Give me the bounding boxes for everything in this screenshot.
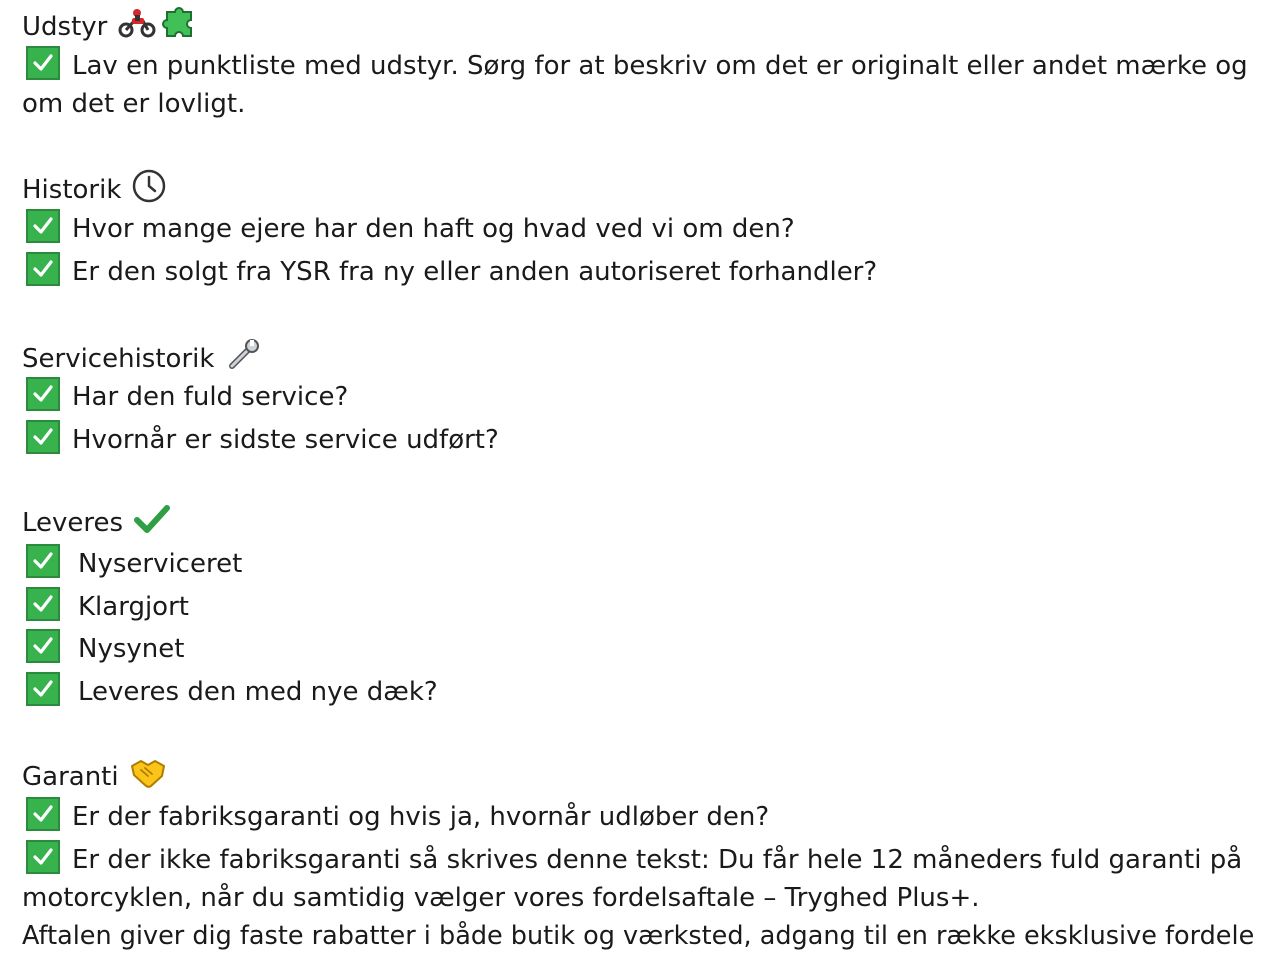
puzzle-piece-icon [161, 6, 197, 48]
check-mark-icon [133, 503, 171, 543]
section-title-garanti [22, 756, 171, 798]
list-item-text: Er der fabriksgaranti og hvis ja, hvornår udløber den? [72, 802, 770, 832]
list-item-text: Nysynet [78, 634, 185, 664]
section-title-servicehistorik [22, 336, 266, 382]
checkbox[interactable] [26, 377, 60, 411]
section-title-text: Garanti [22, 762, 119, 792]
checkbox[interactable] [26, 544, 60, 578]
list-item [22, 420, 1262, 459]
list-item-continuation: Aftalen giver dig faste rabatter i både butik og værksted, adgang til en række eksklusive fordele [22, 921, 1255, 951]
checkbox[interactable] [26, 209, 60, 243]
list-item-continuation: om det er lovligt. [22, 89, 246, 119]
list-item-text: Nyserviceret [78, 549, 243, 579]
list-item [22, 544, 1262, 583]
checkbox[interactable] [26, 629, 60, 663]
section-title-text: Historik [22, 175, 122, 205]
checkbox[interactable] [26, 252, 60, 286]
section-title-leveres [22, 503, 175, 543]
checkbox[interactable] [26, 587, 60, 621]
list-item-text: Hvornår er sidste service udført? [72, 425, 499, 455]
motorcycle-icon [117, 7, 157, 47]
list-item [22, 797, 1262, 836]
list-item-text: Er der ikke fabriksgaranti så skrives denne tekst: Du får hele 12 måneders fuld garanti på [72, 845, 1243, 875]
section-title-udstyr [22, 6, 201, 48]
checkbox[interactable] [26, 840, 60, 874]
list-item [22, 46, 1262, 85]
list-item [22, 377, 1262, 416]
handshake-icon [129, 756, 167, 798]
checkbox[interactable] [26, 797, 60, 831]
section-title-text: Servicehistorik [22, 344, 215, 374]
list-item [22, 629, 1262, 668]
list-item [22, 672, 1262, 711]
checkbox[interactable] [26, 420, 60, 454]
list-item [22, 587, 1262, 626]
wrench-icon [224, 336, 262, 382]
checkbox[interactable] [26, 46, 60, 80]
list-item-text: Lav en punktliste med udstyr. Sørg for at beskriv om det er originalt eller andet mærke og [72, 51, 1248, 81]
list-item [22, 840, 1262, 879]
list-item-text: Hvor mange ejere har den haft og hvad ved vi om den? [72, 214, 795, 244]
list-item-text: Er den solgt fra YSR fra ny eller anden autoriseret forhandler? [72, 257, 878, 287]
list-item-text: Leveres den med nye dæk? [78, 677, 438, 707]
clock-icon [131, 168, 167, 212]
checkbox[interactable] [26, 672, 60, 706]
list-item [22, 209, 1262, 248]
section-title-historik [22, 168, 171, 212]
section-title-text: Udstyr [22, 12, 108, 42]
section-title-text: Leveres [22, 508, 124, 538]
list-item [22, 252, 1262, 291]
list-item-continuation: motorcyklen, når du samtidig vælger vores fordelsaftale – Tryghed Plus+. [22, 883, 980, 913]
list-item-text: Klargjort [78, 592, 189, 622]
list-item-text: Har den fuld service? [72, 382, 349, 412]
